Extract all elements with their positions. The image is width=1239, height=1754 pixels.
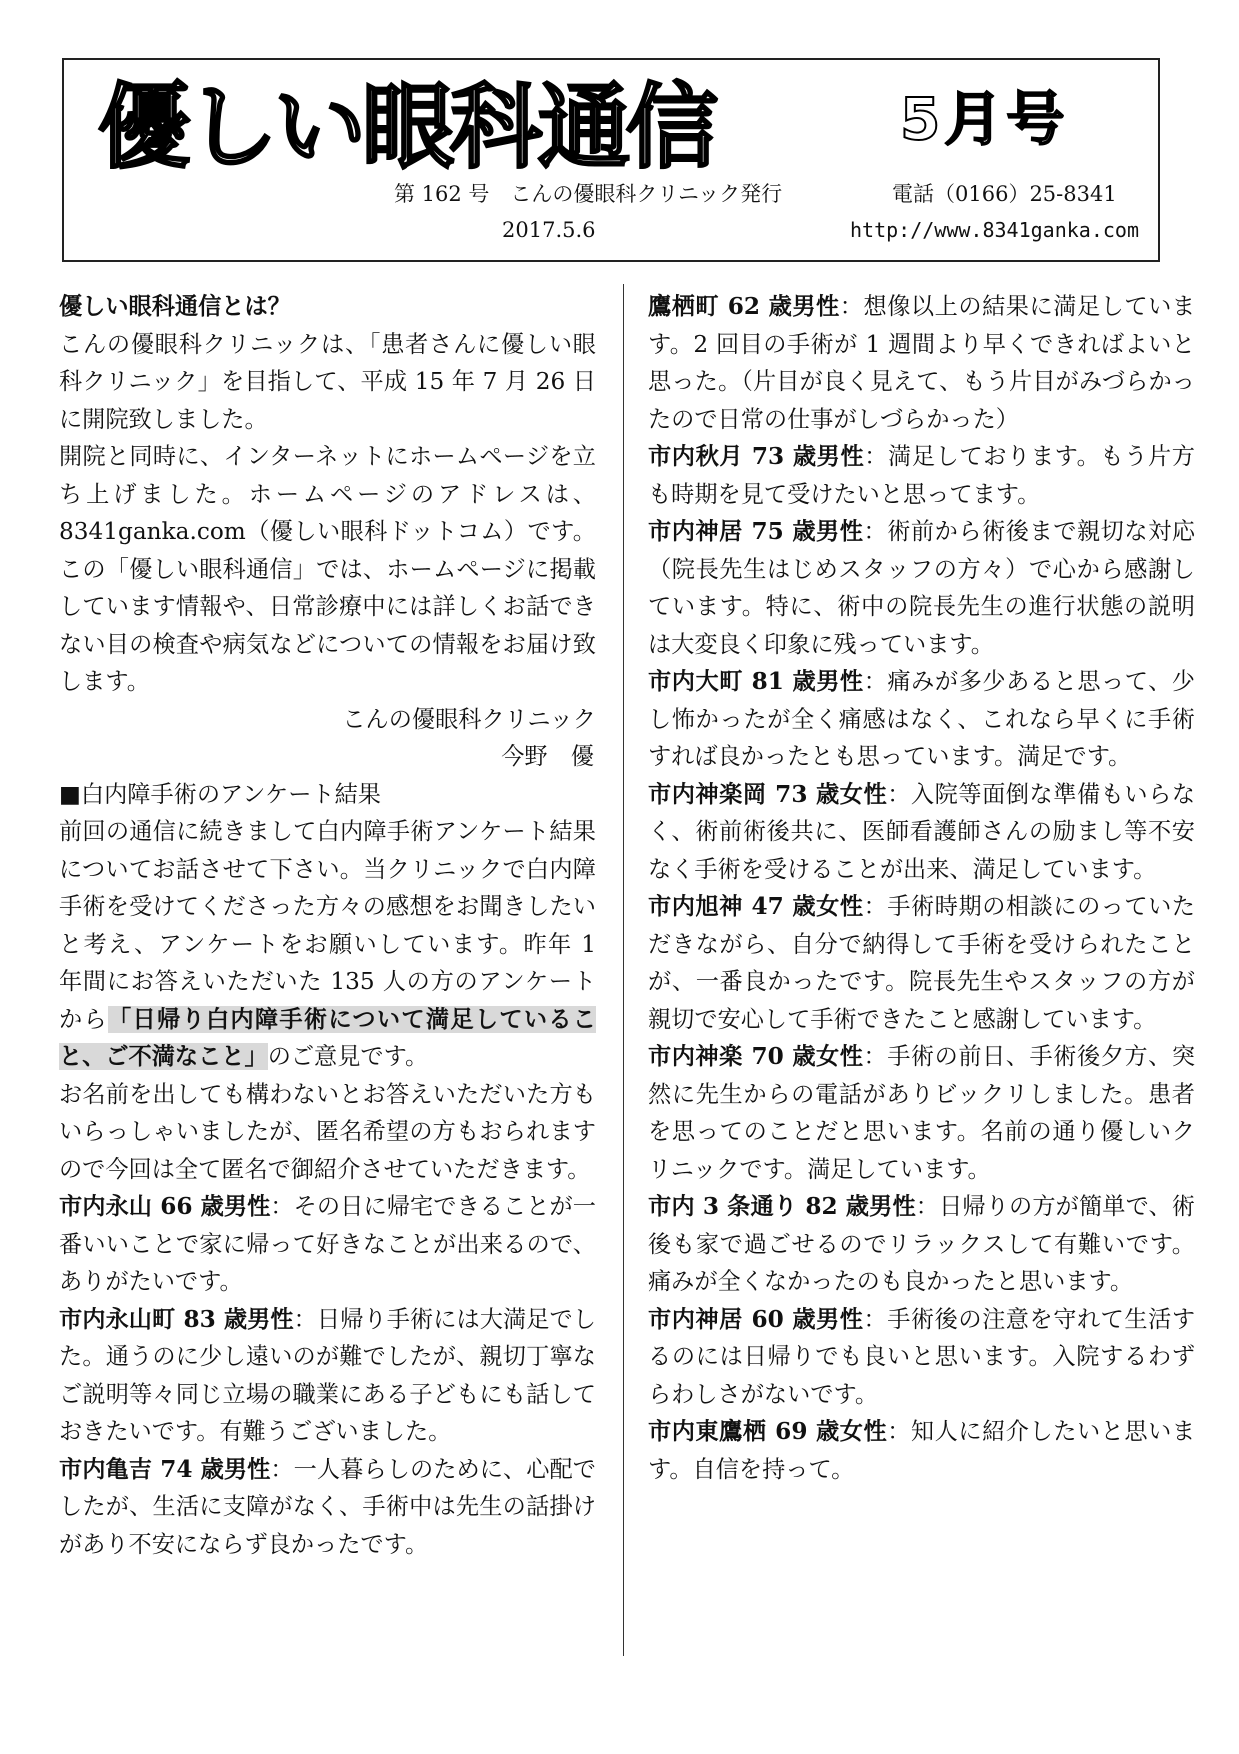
comment-author: 市内秋月 73 歳男性 [648, 443, 865, 470]
patient-comment [648, 513, 1195, 663]
comment-author: 市内神居 60 歳男性 [648, 1305, 864, 1333]
left-column [59, 288, 596, 1563]
issue-month: 5月号 [900, 85, 1069, 153]
intro-paragraph-2: 開院と同時に、インターネットにホームページを立ち上げました。ホームページのアドレスは、8341ganka.com（優しい眼科ドットコム）です。この「優しい眼科通信」では、ホームページに掲載しています情報や、日常診療中には詳しくお話できない目の検査や病気などについての情報をお届け致します。 [59, 443, 596, 695]
comment-author: 市内永山 66 歳男性 [59, 1193, 271, 1220]
publish-date: 2017.5.6 [502, 218, 596, 242]
comment-author: 市内大町 81 歳男性 [648, 668, 864, 695]
survey-heading: ■白内障手術のアンケート結果 [59, 780, 381, 808]
comment-text: ：痛みが多少あると思って、少し怖かったが全く痛感はなく、これなら早くに手術すれば良かったとも思っています。満足です。 [648, 668, 1195, 770]
phone-number: 電話（0166）25-8341 [892, 182, 1117, 206]
comment-text: ：知人に紹介したいと思います。自信を持って。 [648, 1418, 1196, 1483]
comment-text: ：その日に帰宅できることが一番いいことで家に帰って好きなことが出来るので、ありがたいです。 [59, 1193, 596, 1295]
survey-text: 前回の通信に続きまして白内障手術アンケート結果についてお話させて下さい。当クリニックで白内障手術を受けてくださった方々の感想をお聞きしたいと考え、アンケートをお願いしています。昨年 1 年間にお答えいただいた 135 人の方のアンケートから [59, 818, 596, 1033]
signature-name: 今野 優 [501, 743, 594, 770]
comment-text: ：日帰りの方が簡単で、術後も家で過ごせるのでリラックスして有難いです。痛みが全くなかったのも良かったと思います。 [648, 1193, 1195, 1295]
column-divider [623, 284, 624, 1656]
right-column [648, 288, 1195, 1488]
comment-author: 市内神楽岡 73 歳女性 [648, 780, 888, 808]
newsletter-title: 優しい眼科通信 [98, 74, 715, 181]
survey-paragraph-1 [59, 813, 596, 1076]
website-url: http://www.8341ganka.com [850, 218, 1139, 242]
comment-text: ：手術後の注意を守れて生活するのには日帰りでも良いと思います。入院するわずらわしさがないです。 [648, 1305, 1196, 1408]
patient-comment [648, 438, 1195, 513]
survey-text-end: のご意見です。 [267, 1043, 429, 1070]
comment-text: ：満足しております。もう片方も時期を見て受けたいと思ってます。 [648, 443, 1195, 508]
comment-text: ：想像以上の結果に満足しています。2 回目の手術が 1 週間より早くできればよいと思った。（片目が良く見えて、もう片目がみづらかったので日常の仕事がしづらかった） [648, 293, 1195, 433]
comment-author: 市内 3 条通り 82 歳男性 [648, 1193, 916, 1220]
comment-text: ：入院等面倒な準備もいらなく、術前術後共に、医師看護師さんの励まし等不安なく手術を受けることが出来、満足しています。 [648, 780, 1196, 883]
comment-author: 市内東鷹栖 69 歳女性 [648, 1418, 888, 1445]
patient-comment [648, 663, 1195, 776]
comment-author: 市内神楽 70 歳女性 [648, 1043, 864, 1070]
patient-comment [648, 1301, 1195, 1414]
intro-paragraph-1: こんの優眼科クリニックは、「患者さんに優しい眼科クリニック」を目指して、平成 15 年 7 月 26 日に開院致しました。 [59, 330, 596, 433]
comment-author: 市内神居 75 歳男性 [648, 518, 864, 545]
signature-clinic: こんの優眼科クリニック [342, 705, 596, 733]
intro-heading: 優しい眼科通信とは？ [59, 293, 291, 320]
patient-comment [59, 1451, 596, 1564]
patient-comment [59, 1188, 596, 1301]
comment-author: 市内旭神 47 歳女性 [648, 893, 864, 920]
newsletter-header [62, 58, 1160, 262]
comment-text: ：日帰り手術には大満足でした。通うのに少し遠いのが難でしたが、親切丁寧なご説明等々同じ立場の職業にある子どもにも話しておきたいです。有難うございました。 [59, 1305, 597, 1445]
comment-author: 市内亀吉 74 歳男性 [59, 1455, 271, 1483]
comment-text: ：術前から術後まで親切な対応（院長先生はじめスタッフの方々）で心から感謝しています。特に、術中の院長先生の進行状態の説明は大変良く印象に残っています。 [648, 518, 1196, 658]
patient-comment [648, 1188, 1195, 1301]
patient-comment [648, 1038, 1195, 1188]
comment-text: ：一人暮らしのために、心配でしたが、生活に支障がなく、手術中は先生の話掛けがあり不安にならず良かったです。 [59, 1455, 596, 1558]
issue-info: 第 162 号 こんの優眼科クリニック発行 [394, 182, 783, 206]
patient-comment [648, 288, 1195, 438]
comment-author: 鷹栖町 62 歳男性 [648, 293, 840, 320]
patient-comment [648, 888, 1195, 1038]
comment-text: ：手術時期の相談にのっていただきながら、自分で納得して手術を受けられたことが、一番良かったです。院長先生やスタッフの方が親切で安心して手術できたこと感謝しています。 [648, 893, 1195, 1033]
survey-paragraph-2: お名前を出しても構わないとお答えいただいた方もいらっしゃいましたが、匿名希望の方もおられますので今回は全て匿名で御紹介させていただきます。 [59, 1080, 596, 1183]
comment-text: ：手術の前日、手術後夕方、突然に先生からの電話がありビックリしました。患者を思ってのことだと思います。名前の通り優しいクリニックです。満足しています。 [648, 1043, 1196, 1183]
comment-author: 市内永山町 83 歳男性 [59, 1305, 294, 1333]
patient-comment [648, 1413, 1195, 1488]
highlighted-topic: 「日帰り白内障手術について満足していること、ご不満なこと」 [59, 1005, 596, 1070]
patient-comment [59, 1301, 596, 1451]
patient-comment [648, 776, 1195, 889]
